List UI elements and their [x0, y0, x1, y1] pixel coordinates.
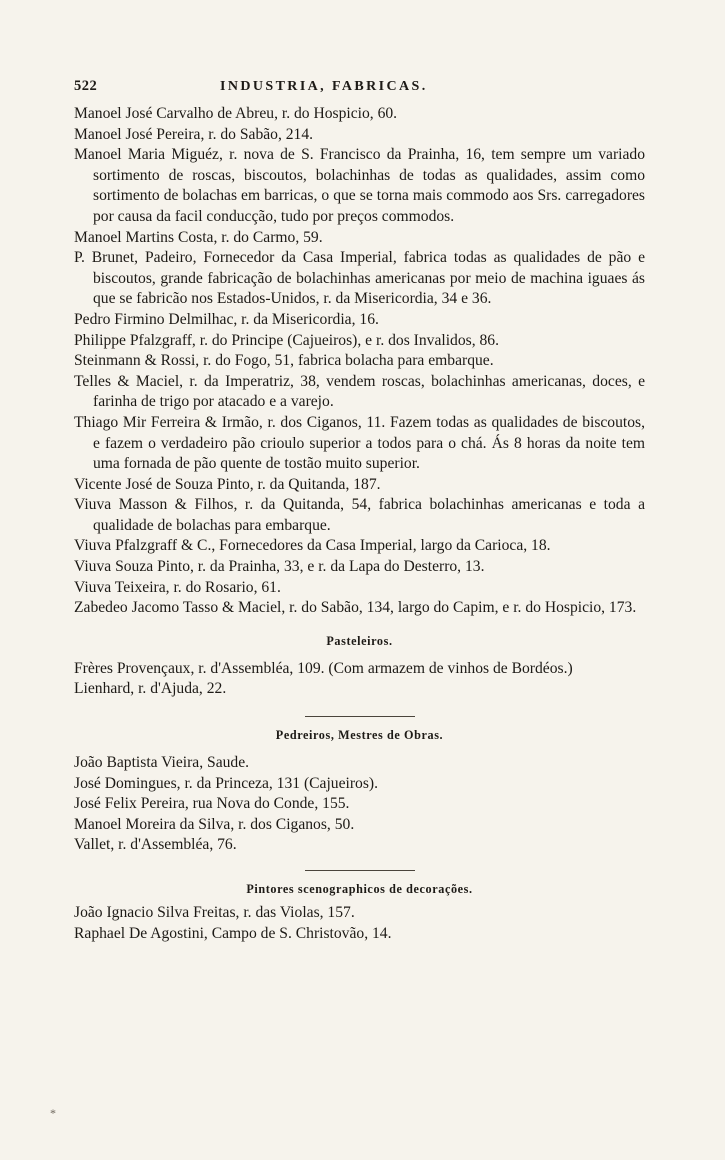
directory-entry: Vallet, r. d'Assembléa, 76.: [74, 836, 237, 854]
directory-entry: Viuva Pfalzgraff & C., Fornecedores da Casa Imperial, largo da Carioca, 18.: [74, 537, 551, 555]
directory-entry: Frères Provençaux, r. d'Assembléa, 109. (Com armazem de vinhos de Bordéos.): [74, 659, 573, 677]
section-divider: [305, 870, 415, 871]
page-number: 522: [74, 78, 98, 94]
page-header: [74, 78, 645, 104]
directory-entry: Vicente José de Souza Pinto, r. da Quitanda, 187.: [74, 475, 381, 493]
directory-entry: Pedro Firmino Delmilhac, r. da Misericordia, 16.: [74, 310, 379, 328]
directory-entry: Raphael De Agostini, Campo de S. Christovão, 14.: [74, 924, 392, 942]
directory-entry: João Baptista Vieira, Saude.: [74, 754, 250, 772]
directory-entry: Steinmann & Rossi, r. do Fogo, 51, fabrica bolacha para embarque.: [74, 352, 494, 370]
directory-entry: Manoel Martins Costa, r. do Carmo, 59.: [74, 228, 323, 246]
directory-entry: Manoel Maria Miguéz, r. nova de S. Francisco da Prainha, 16, tem sempre um variado sortimento de roscas, biscoutos, bolachinhas de todas as qualidades, assim como sortimento de bolachas em barricas, o que se torna mais commodo aos Srs. carregadores por causa da facil conducção, tudo por preços commodos.: [74, 146, 645, 225]
section-title-pintores: Pintores scenographicos de decorações.: [246, 882, 473, 896]
directory-entry: Viuva Souza Pinto, r. da Prainha, 33, e r. da Lapa do Desterro, 13.: [74, 558, 485, 576]
directory-entry: Lienhard, r. d'Ajuda, 22.: [74, 680, 227, 698]
fabricas-list: [74, 104, 645, 619]
pintores-list: [74, 903, 645, 944]
pasteleiros-list: [74, 659, 645, 700]
section-title-pasteleiros: Pasteleiros.: [326, 633, 393, 648]
directory-entry: Viuva Masson & Filhos, r. da Quitanda, 54, fabrica bolachinhas americanas e toda a qualidade de bolachas para embarque.: [74, 496, 645, 534]
directory-entry: Manoel Moreira da Silva, r. dos Ciganos, 50.: [74, 815, 355, 833]
margin-mark: *: [50, 1106, 56, 1120]
directory-entry: Zabedeo Jacomo Tasso & Maciel, r. do Sabão, 134, largo do Capim, e r. do Hospicio, 173.: [74, 599, 637, 617]
directory-entry: Viuva Teixeira, r. do Rosario, 61.: [74, 578, 281, 596]
directory-entry: Manoel José Carvalho de Abreu, r. do Hospicio, 60.: [74, 105, 398, 122]
pedreiros-list: [74, 753, 645, 856]
section-title-pedreiros: Pedreiros, Mestres de Obras.: [275, 728, 444, 743]
section-divider: [305, 716, 415, 717]
directory-entry: João Ignacio Silva Freitas, r. das Violas, 157.: [74, 904, 355, 921]
running-head: INDUSTRIA, FABRICAS.: [220, 79, 428, 94]
directory-entry: Telles & Maciel, r. da Imperatriz, 38, vendem roscas, bolachinhas americanas, doces, e farinha de trigo por atacado e a varejo.: [74, 372, 645, 411]
directory-entry: Philippe Pfalzgraff, r. do Principe (Cajueiros), e r. dos Invalidos, 86.: [74, 331, 499, 349]
directory-entry: Manoel José Pereira, r. do Sabão, 214.: [74, 125, 314, 143]
directory-entry: José Felix Pereira, rua Nova do Conde, 155.: [74, 795, 350, 813]
directory-entry: Thiago Mir Ferreira & Irmão, r. dos Ciganos, 11. Fazem todas as qualidades de biscoutos, e fazem o verdadeiro pão crioulo superior a todos para o chá. Ás 8 horas da noite tem uma fornada de pão quente de tostão muito superior.: [74, 413, 645, 473]
directory-entry: P. Brunet, Padeiro, Fornecedor da Casa Imperial, fabrica todas as qualidades de pão e biscoutos, grande fabricação de bolachinhas americanas por meio de machina iguaes ás que se fabricão nos Estados-Unidos, r. da Misericordia, 34 e 36.: [74, 249, 645, 308]
directory-entry: José Domingues, r. da Princeza, 131 (Cajueiros).: [74, 774, 379, 792]
